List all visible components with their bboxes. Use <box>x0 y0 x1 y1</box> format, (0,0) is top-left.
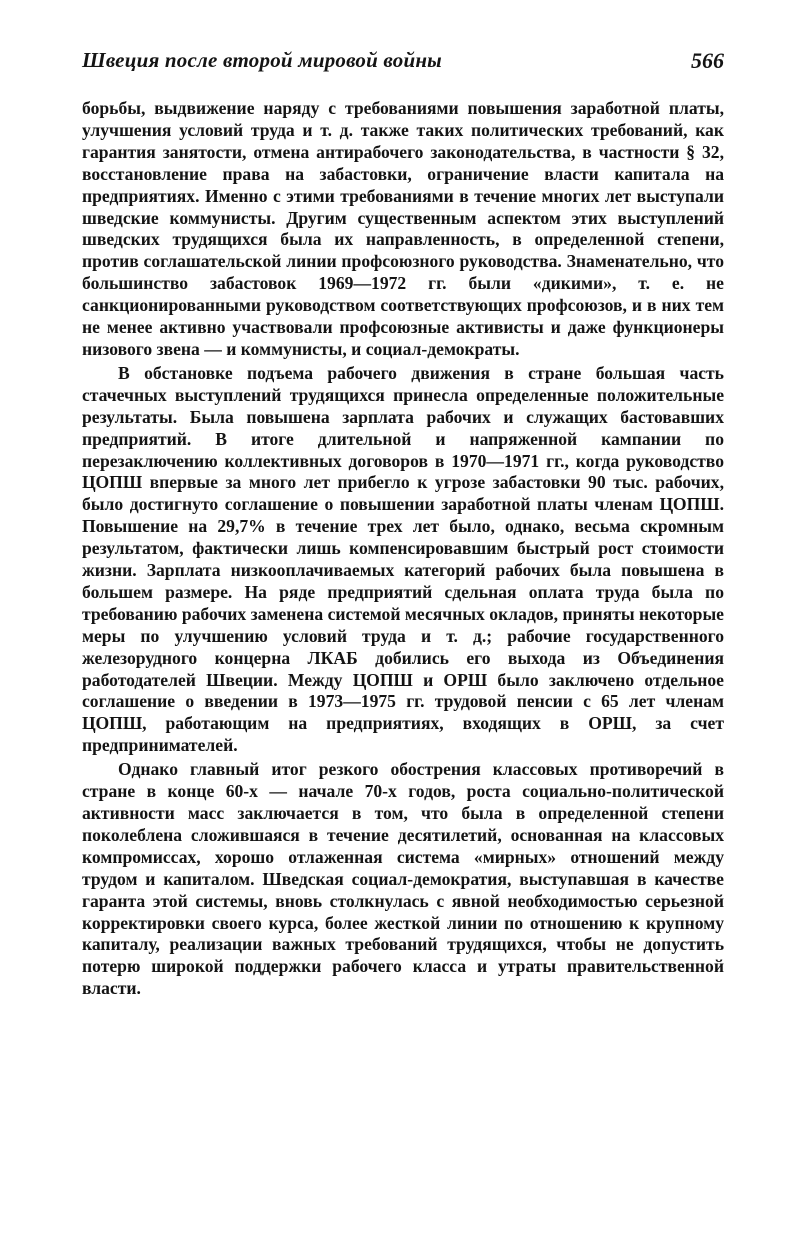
book-page <box>82 48 724 1000</box>
paragraph-continuation: борьбы, выдвижение наряду с требованиями повышения заработной платы, улучшения условий труда и т. д. также таких политических требований, как гарантия занятости, отмена антирабочего законодательства, в частности § 32, восстановление права на забастовки, ограничение власти капитала на предприятиях. Именно с этими требованиями в течение многих лет выступали шведские коммунисты. Другим существенным аспектом этих выступлений шведских трудящихся была их направленность, в определенной степени, против соглашательской линии профсоюзного руководства. Знаменательно, что большинство забастовок 1969—1972 гг. были «дикими», т. е. не санкционированными руководством соответствующих профсоюзов, и в них тем не менее активно участвовали профсоюзные активисты и даже функционеры низового звена — и коммунисты, и социал-демократы. <box>82 98 724 359</box>
body-text <box>82 98 724 1000</box>
page-number: 566 <box>691 48 724 73</box>
page-header <box>82 48 724 82</box>
paragraph-labor-movement-results: В обстановке подъема рабочего движения в стране большая часть стачечных выступлений трудящихся принесла определенные положительные результаты. Была повышена зарплата рабочих и служащих бастовавших предприятий. В итоге длительной и напряженной кампании по перезаключению коллективных договоров в 1970—1971 гг., когда руководство ЦОПШ впервые за много лет прибегло к угрозе забастовки 90 тыс. рабочих, было достигнуто соглашение о повышении заработной платы членам ЦОПШ. Повышение на 29,7% в течение трех лет было, однако, весьма скромным результатом, фактически лишь компенсировавшим быстрый рост стоимости жизни. Зарплата низкооплачиваемых категорий рабочих была повышена в большем размере. На ряде предприятий сдельная оплата труда была по требованию рабочих заменена системой месячных окладов, приняты некоторые меры по улучшению условий труда и т. д.; рабочие государственного железорудного концерна ЛКАБ добились его выхода из Объединения работодателей Швеции. Между ЦОПШ и ОРШ было заключено отдельное соглашение о введении в 1973—1975 гг. трудовой пенсии с 65 лет членам ЦОПШ, работающим на предприятиях, входящих в ОРШ, за счет предпринимателей. <box>82 362 724 756</box>
running-title: Швеция после второй мировой войны <box>82 48 442 72</box>
paragraph-main-outcome: Однако главный итог резкого обострения классовых противоречий в стране в конце 60-х — начале 70-х годов, роста социально-политической активности масс заключается в том, что была в определенной степени поколеблена сложившаяся в течение десятилетий, основанная на классовых компромиссах, хорошо отлаженная система «мирных» отношений между трудом и капиталом. Шведская социал-демократия, выступавшая в качестве гаранта этой системы, вновь столкнулась с явной необходимостью серьезной корректировки своего курса, более жесткой линии по отношению к крупному капиталу, реализации важных требований трудящихся, чтобы не допустить потерю широкой поддержки рабочего класса и утраты правительственной власти. <box>82 759 724 999</box>
